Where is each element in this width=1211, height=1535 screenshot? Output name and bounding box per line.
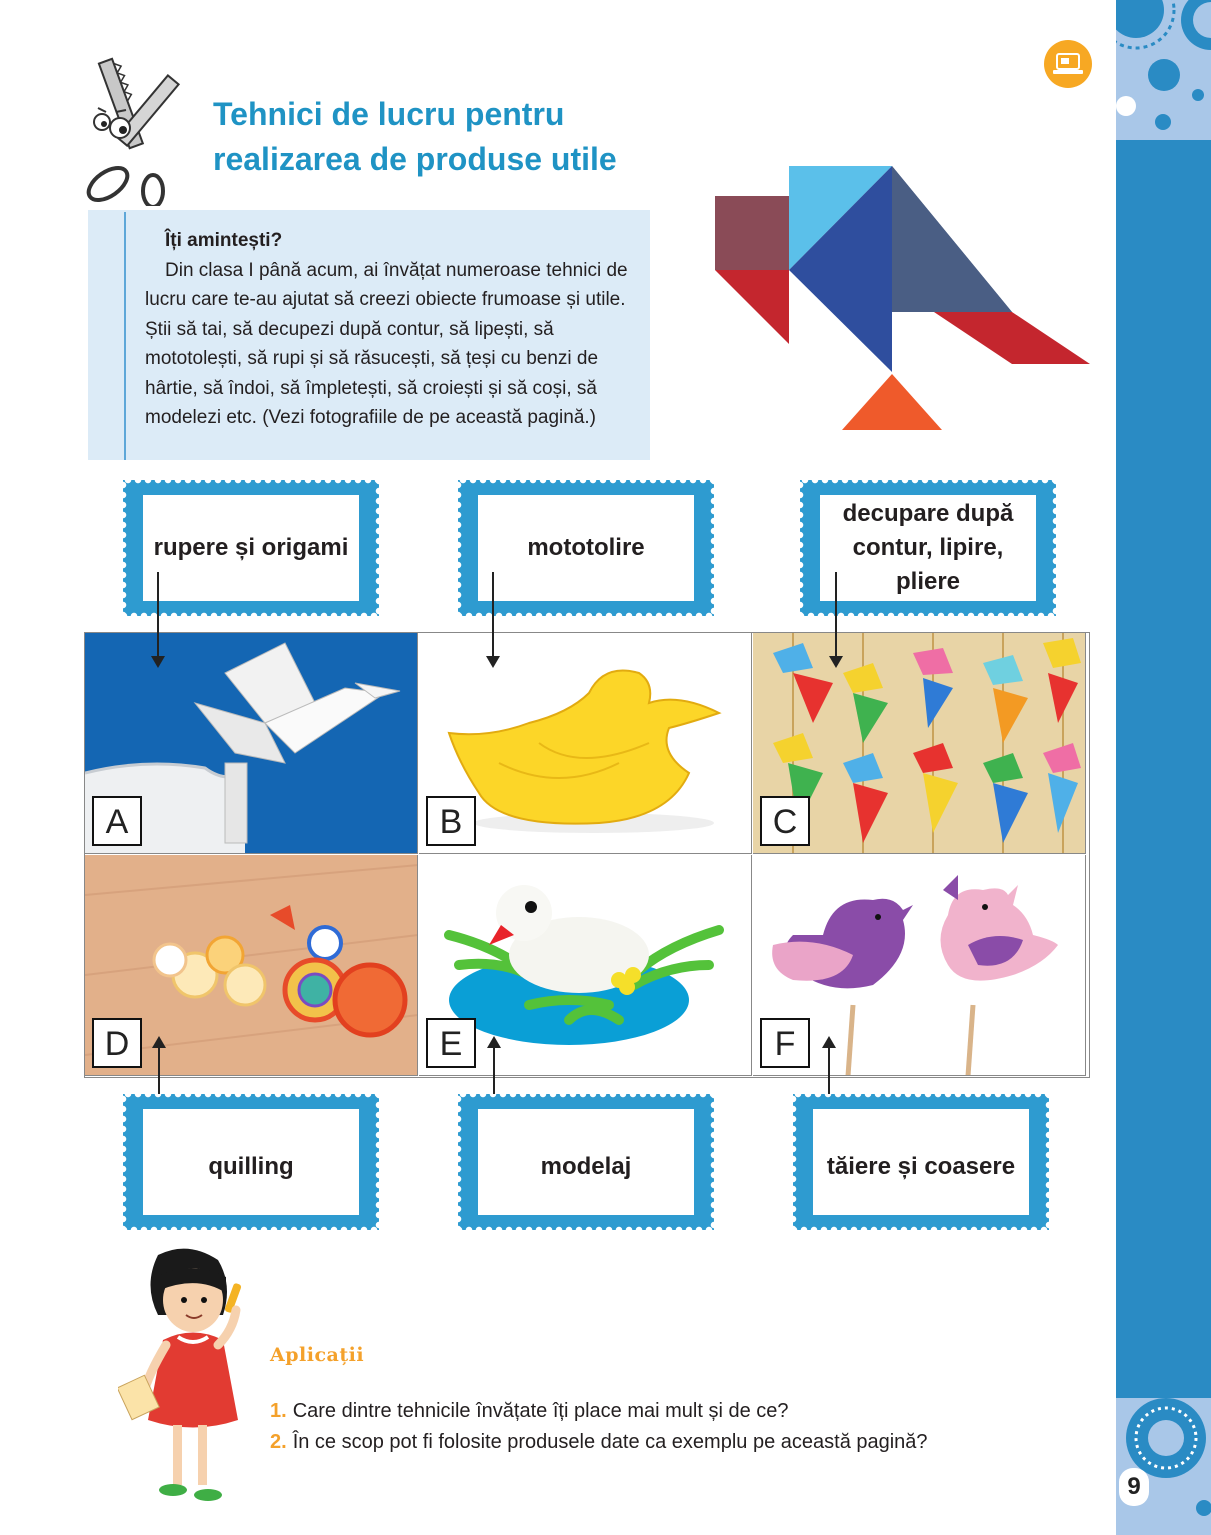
photo-c [753, 633, 1086, 854]
photo-b [419, 633, 752, 854]
card-quilling [123, 1094, 379, 1230]
side-bottom-pattern [1116, 1398, 1211, 1535]
side-top-pattern [1116, 0, 1211, 140]
arrow-c [835, 572, 837, 660]
photo-label: E [426, 1018, 476, 1068]
question-text: În ce scop pot fi folosite produsele date ca exemplu pe această pagină? [292, 1431, 928, 1453]
card-edge [1043, 1094, 1049, 1230]
recall-body: Din clasa I până acum, ai învățat numeroase tehnici de lucru care te-au ajutat să creezi obiecte frumoase și utile. Știi să tai, să decupezi după contur, să lipești, să mototolești, să rupi și să răsucești, să țeși cu benzi de hârtie, să îndoi, să împletești, să croiești și să coși, să modelezi etc. (Vezi fotografiile de pe această pagină.) [145, 259, 628, 428]
card-edge [373, 1094, 379, 1230]
card-edge [458, 480, 464, 616]
photo-d [85, 855, 418, 1076]
arrowhead-up-icon [487, 1036, 501, 1048]
page-number: 9 [1119, 1468, 1149, 1506]
card-edge [800, 610, 1056, 616]
dots-pattern-top [1116, 0, 1211, 140]
arrowhead-down-icon [829, 656, 843, 668]
card-edge [123, 480, 379, 486]
card-decupare [800, 480, 1056, 616]
card-taiere-coasere [793, 1094, 1049, 1230]
arrowhead-down-icon [486, 656, 500, 668]
card-modelaj [458, 1094, 714, 1230]
laptop-icon [1044, 40, 1092, 88]
card-edge [800, 480, 1056, 486]
question-text: Care dintre tehnicile învățate îți place mai mult și de ce? [292, 1400, 789, 1422]
card-edge [793, 1224, 1049, 1230]
photo-grid [84, 632, 1090, 1078]
laptop-badge-icon[interactable] [1044, 40, 1092, 88]
arrow-a [157, 572, 159, 660]
arrowhead-up-icon [822, 1036, 836, 1048]
question-number: 1. [270, 1400, 287, 1422]
photo-f [753, 855, 1086, 1076]
side-band [1116, 0, 1211, 1535]
card-edge [458, 480, 714, 486]
arrow-b [492, 572, 494, 660]
card-label: modelaj [478, 1109, 694, 1215]
question-1 [270, 1398, 789, 1424]
recall-text [145, 226, 645, 433]
photo-label: F [760, 1018, 810, 1068]
card-edge [458, 1224, 714, 1230]
card-mototolire [458, 480, 714, 616]
recall-heading: Îți amintești? [165, 230, 283, 251]
card-edge [123, 610, 379, 616]
title-line-1: Tehnici de lucru pentru [213, 96, 565, 132]
card-label: mototolire [478, 495, 694, 601]
photo-label: B [426, 796, 476, 846]
card-label: rupere și origami [143, 495, 359, 601]
page-title [213, 92, 713, 182]
dots-pattern-bottom [1116, 1398, 1211, 1535]
photo-label: C [760, 796, 810, 846]
photo-label: A [92, 796, 142, 846]
card-label: tăiere și coasere [813, 1109, 1029, 1215]
card-edge [123, 1094, 129, 1230]
card-edge [458, 1094, 714, 1100]
card-edge [800, 480, 806, 616]
card-edge [123, 1094, 379, 1100]
card-edge [793, 1094, 799, 1230]
photo-e [419, 855, 752, 1076]
applications-title: Aplicații [270, 1344, 365, 1366]
tangram-bird-icon [712, 162, 1092, 432]
card-edge [458, 1094, 464, 1230]
card-rupere-origami [123, 480, 379, 616]
arrowhead-up-icon [152, 1036, 166, 1048]
scissors-character-icon [68, 56, 198, 206]
card-edge [708, 480, 714, 616]
card-label: decupare după contur, lipire, pliere [820, 495, 1036, 601]
question-2 [270, 1429, 928, 1455]
card-edge [458, 610, 714, 616]
photo-label: D [92, 1018, 142, 1068]
question-number: 2. [270, 1431, 287, 1453]
card-edge [123, 1224, 379, 1230]
card-label: quilling [143, 1109, 359, 1215]
photo-a [85, 633, 418, 854]
arrowhead-down-icon [151, 656, 165, 668]
title-line-2: realizarea de produse utile [213, 141, 617, 177]
card-edge [793, 1094, 1049, 1100]
card-edge [708, 1094, 714, 1230]
recall-margin-rule [124, 212, 126, 460]
card-edge [373, 480, 379, 616]
card-edge [123, 480, 129, 616]
card-edge [1050, 480, 1056, 616]
girl-illustration [118, 1245, 268, 1510]
